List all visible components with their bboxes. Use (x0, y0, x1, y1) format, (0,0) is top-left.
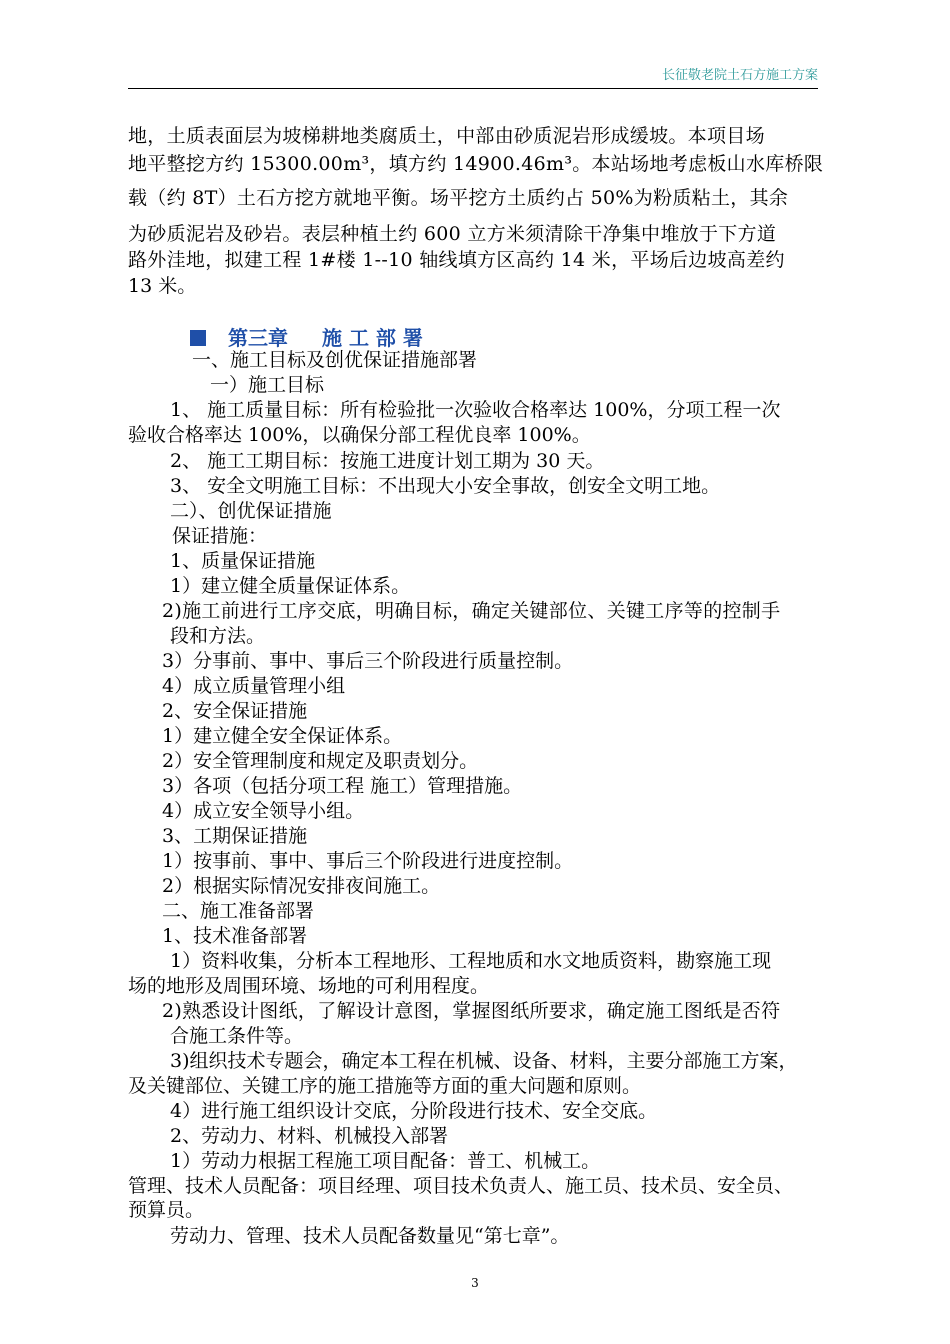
body-line: 2、安全保证措施 (162, 700, 308, 722)
subsection-heading: 一）施工目标 (210, 374, 325, 396)
intro-line: 13 米。 (128, 275, 197, 297)
body-line: 合施工条件等。 (170, 1025, 304, 1047)
intro-line: 地平整挖方约 15300.00m³，填方约 14900.46m³。本站场地考虑板山水库桥限 (128, 153, 824, 175)
body-line: 管理、技术人员配备：项目经理、项目技术负责人、施工员、技术员、安全员、 (128, 1175, 794, 1197)
square-bullet-icon (190, 330, 206, 346)
body-line: 预算员。 (128, 1199, 205, 1221)
section-heading: 二、施工准备部署 (162, 900, 315, 922)
body-line: 4）成立安全领导小组。 (162, 800, 365, 822)
body-line: 1）建立健全安全保证体系。 (162, 725, 403, 747)
chapter-heading (190, 322, 423, 351)
body-line: 1）资料收集，分析本工程地形、工程地质和水文地质资料，勘察施工现 (170, 950, 772, 972)
intro-line: 载（约 8T）土石方挖方就地平衡。场平挖方土质约占 50%为粉质粘土，其余 (128, 187, 789, 209)
body-line: 验收合格率达 100%，以确保分部工程优良率 100%。 (128, 424, 591, 446)
body-line: 4）成立质量管理小组 (162, 675, 346, 697)
chapter-number: 第三章 (228, 326, 288, 350)
body-line: 2)熟悉设计图纸，了解设计意图，掌握图纸所要求，确定施工图纸是否符 (162, 1000, 781, 1022)
body-line: 1、质量保证措施 (170, 550, 316, 572)
body-line: 3）分事前、事中、事后三个阶段进行质量控制。 (162, 650, 574, 672)
page-number: 3 (471, 1276, 479, 1290)
body-line: 2)施工前进行工序交底，明确目标，确定关键部位、关键工序等的控制手 (162, 600, 781, 622)
body-line: 1）劳动力根据工程施工项目配备：普工、机械工。 (170, 1150, 601, 1172)
intro-line: 为砂质泥岩及砂岩。表层种植土约 600 立方米须清除干净集中堆放于下方道 (128, 223, 777, 245)
body-line: 1、 施工质量目标：所有检验批一次验收合格率达 100%，分项工程一次 (170, 399, 781, 421)
header-rule (128, 88, 818, 89)
body-line: 保证措施： (172, 525, 268, 547)
intro-line: 地，土质表面层为坡梯耕地类腐质土，中部由砂质泥岩形成缓坡。本项目场 (128, 125, 765, 147)
body-line: 1、技术准备部署 (162, 925, 308, 947)
body-line: 2、劳动力、材料、机械投入部署 (170, 1125, 449, 1147)
body-line: 2）根据实际情况安排夜间施工。 (162, 875, 441, 897)
body-line: 2、 施工工期目标：按施工进度计划工期为 30 天。 (170, 450, 605, 472)
chapter-title: 施 工 部 署 (322, 326, 423, 350)
body-line: 3)组织技术专题会，确定本工程在机械、设备、材料，主要分部施工方案， (170, 1050, 798, 1072)
section-heading: 一、施工目标及创优保证措施部署 (192, 349, 478, 371)
intro-line: 路外洼地，拟建工程 1#楼 1--10 轴线填方区高约 14 米，平场后边坡高差约 (128, 249, 785, 271)
body-line: 及关键部位、关键工序的施工措施等方面的重大问题和原则。 (128, 1075, 642, 1097)
body-line: 劳动力、管理、技术人员配备数量见“第七章”。 (170, 1225, 570, 1247)
body-line: 段和方法。 (170, 625, 266, 647)
body-line: 1）建立健全质量保证体系。 (170, 575, 411, 597)
body-line: 2）安全管理制度和规定及职责划分。 (162, 750, 479, 772)
running-header: 长征敬老院土石方施工方案 (661, 68, 818, 83)
body-line: 3、工期保证措施 (162, 825, 308, 847)
body-line: 3）各项（包括分项工程 施工）管理措施。 (162, 775, 523, 797)
body-line: 3、 安全文明施工目标：不出现大小安全事故，创安全文明工地。 (170, 475, 721, 497)
body-line: 场的地形及周围环境、场地的可利用程度。 (128, 975, 490, 997)
body-line: 4）进行施工组织设计交底，分阶段进行技术、安全交底。 (170, 1100, 658, 1122)
subsection-heading: 二）、创优保证措施 (170, 500, 332, 522)
body-line: 1）按事前、事中、事后三个阶段进行进度控制。 (162, 850, 574, 872)
